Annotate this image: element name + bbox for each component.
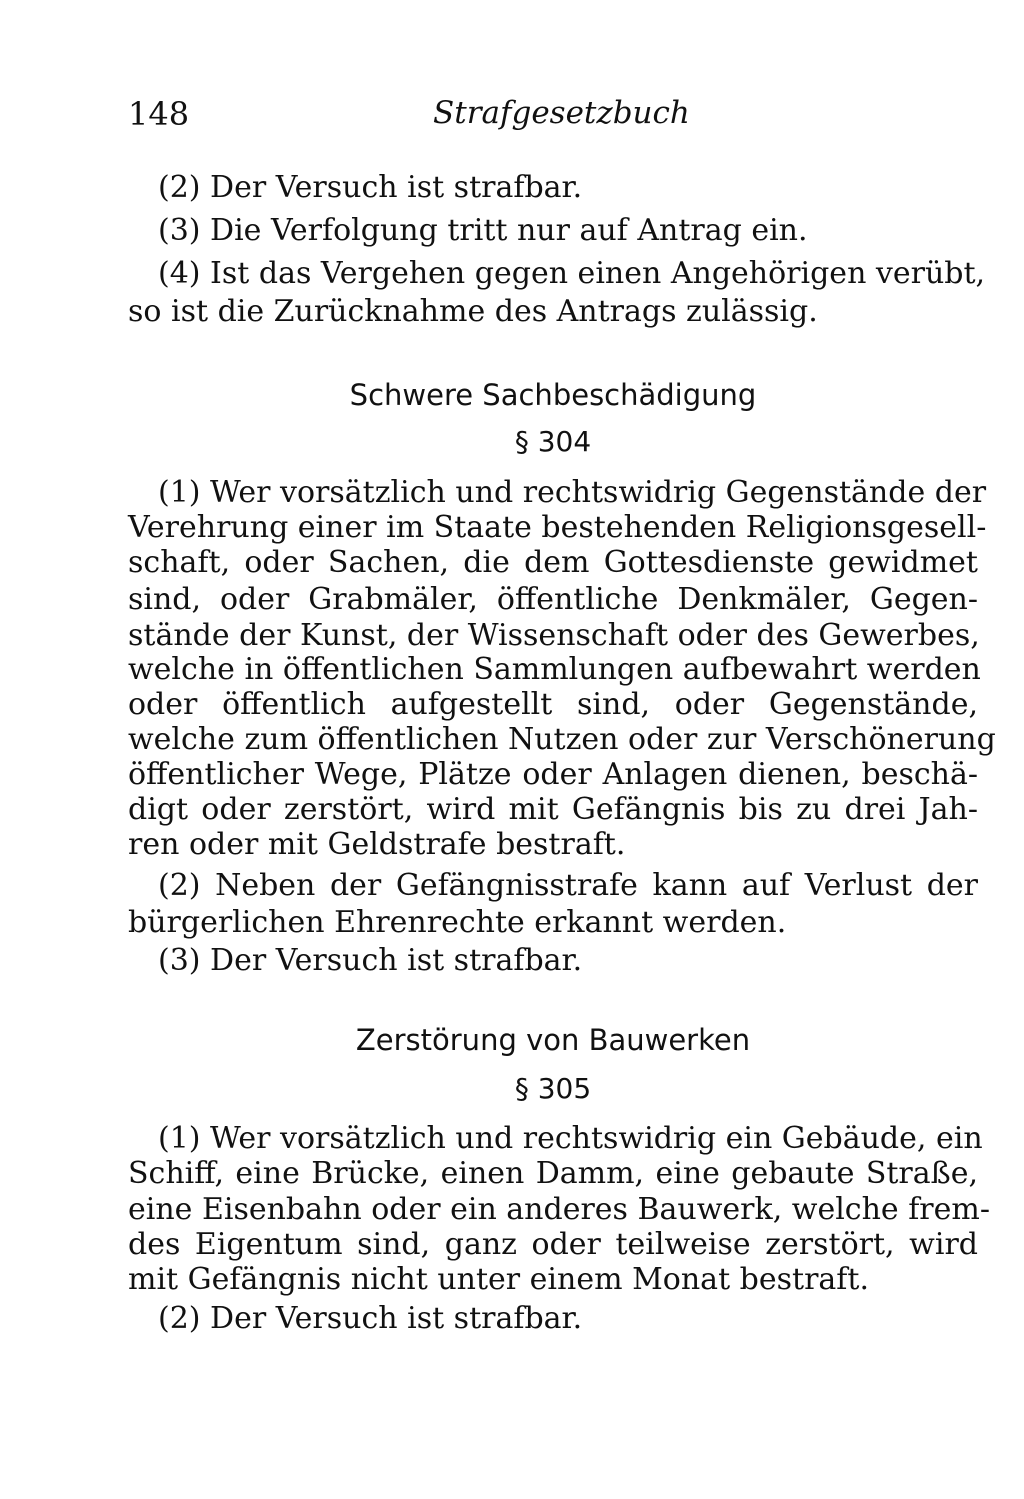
paragraph-305-1-line: Schiff, eine Brücke, einen Damm, eine gebaute Straße, bbox=[128, 1156, 978, 1191]
paragraph-304-1-line: welche in öffentlichen Sammlungen aufbewahrt werden bbox=[128, 652, 981, 687]
paragraph-304-1-line: ren oder mit Geldstrafe bestraft. bbox=[128, 827, 626, 862]
paragraph-305-1-line: (1) Wer vorsätzlich und rechtswidrig ein Gebäude, ein bbox=[158, 1121, 983, 1156]
paragraph-303-3: (3) Die Verfolgung tritt nur auf Antrag ein. bbox=[158, 213, 808, 248]
paragraph-305-1-line: eine Eisenbahn oder ein anderes Bauwerk, welche frem- bbox=[128, 1192, 990, 1227]
paragraph-304-3: (3) Der Versuch ist strafbar. bbox=[158, 943, 583, 978]
section-305-heading: Zerstörung von Bauwerken bbox=[355, 1023, 751, 1057]
paragraph-303-4-line: so ist die Zurücknahme des Antrags zulässig. bbox=[128, 294, 818, 329]
paragraph-304-1-line: öffentlicher Wege, Plätze oder Anlagen dienen, beschä- bbox=[128, 757, 978, 792]
paragraph-304-1-line: stände der Kunst, der Wissenschaft oder des Gewerbes, bbox=[128, 618, 980, 653]
paragraph-303-4-line: (4) Ist das Vergehen gegen einen Angehörigen verübt, bbox=[158, 256, 986, 291]
page-number: 148 bbox=[128, 95, 190, 133]
paragraph-303-2: (2) Der Versuch ist strafbar. bbox=[158, 170, 583, 205]
paragraph-304-1-line: (1) Wer vorsätzlich und rechtswidrig Gegenstände der bbox=[158, 475, 987, 510]
paragraph-304-1-line: schaft, oder Sachen, die dem Gottesdienste gewidmet bbox=[128, 545, 978, 580]
paragraph-304-1-line: digt oder zerstört, wird mit Gefängnis bis zu drei Jah- bbox=[128, 792, 978, 827]
running-title: Strafgesetzbuch bbox=[433, 95, 690, 131]
paragraph-304-1-line: Verehrung einer im Staate bestehenden Religionsgesell- bbox=[128, 510, 987, 545]
paragraph-304-2-line: (2) Neben der Gefängnisstrafe kann auf Verlust der bbox=[158, 868, 978, 903]
paragraph-305-2: (2) Der Versuch ist strafbar. bbox=[158, 1301, 583, 1336]
page-header bbox=[128, 95, 978, 139]
paragraph-304-1-line: welche zum öffentlichen Nutzen oder zur Verschönerung bbox=[128, 722, 996, 757]
section-304-number: § 304 bbox=[514, 425, 592, 458]
section-304-heading: Schwere Sachbeschädigung bbox=[349, 378, 757, 412]
paragraph-304-2-line: bürgerlichen Ehrenrechte erkannt werden. bbox=[128, 905, 787, 940]
paragraph-305-1-line: des Eigentum sind, ganz oder teilweise zerstört, wird bbox=[128, 1227, 978, 1262]
paragraph-305-1-line: mit Gefängnis nicht unter einem Monat bestraft. bbox=[128, 1262, 869, 1297]
paragraph-304-1-line: sind, oder Grabmäler, öffentliche Denkmäler, Gegen- bbox=[128, 582, 978, 617]
section-305-number: § 305 bbox=[514, 1072, 592, 1105]
paragraph-304-1-line: oder öffentlich aufgestellt sind, oder Gegenstände, bbox=[128, 687, 978, 722]
